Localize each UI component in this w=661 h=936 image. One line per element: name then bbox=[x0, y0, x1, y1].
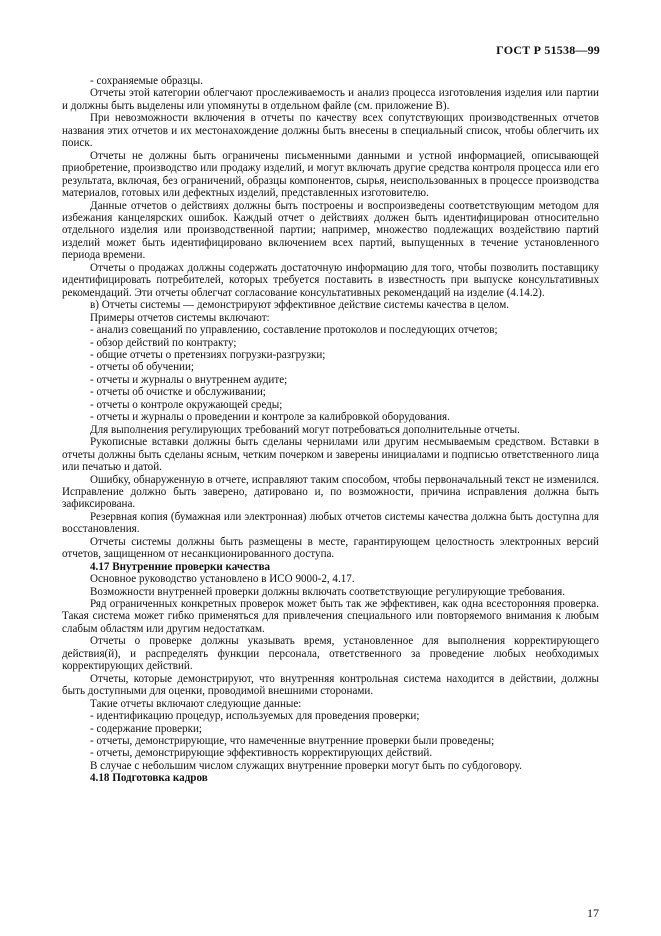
document-code-header: ГОСТ Р 51538—99 bbox=[496, 43, 600, 57]
paragraph: Отчеты о проверке должны указывать время, установленное для выполнения корректирующего действия(й), и распределять функции персонала, ответственного за проведение любых необходимых корректирующих действий. bbox=[62, 635, 599, 673]
paragraph: Возможности внутренней проверки должны включать соответствующие регулирующие требования. bbox=[90, 585, 565, 598]
paragraph: - отчеты, демонстрирующие эффективность корректирующих действий. bbox=[90, 747, 433, 760]
paragraph: - сохраняемые образцы. bbox=[90, 75, 204, 87]
paragraph: Отчеты, которые демонстрируют, что внутренняя контрольная система находится в действии, должны быть доступными для оценки, проводимой внешними сторонами. bbox=[62, 672, 599, 698]
paragraph: Ошибку, обнаруженную в отчете, исправляют таким способом, чтобы первоначальный текст не изменился. Исправление должно быть заверено, датировано и, по возможности, причина исправления должна быть зафиксирована. bbox=[62, 473, 599, 511]
paragraph: Отчеты этой категории облегчают прослеживаемость и анализ процесса изготовления изделия или партии и должны быть выделены или упомянуты в отдельном файле (см. приложение В). bbox=[62, 87, 599, 112]
paragraph: Такие отчеты включают следующие данные: bbox=[90, 697, 302, 710]
paragraph: Отчеты системы должны быть размещены в месте, гарантирующем целостность электронных версий отчетов, защищенном от несанкционированного доступа. bbox=[62, 535, 599, 561]
page-number: 17 bbox=[587, 906, 599, 920]
paragraph: - обзор действий по контракту; bbox=[90, 336, 237, 349]
paragraph: Ряд ограниченных конкретных проверок может быть так же эффективен, как одна всесторонняя проверка. Такая система может гибко применяться для привлечения специального или повторяемого внимания к любым слабым областям или другим недостаткам. bbox=[62, 598, 599, 635]
paragraph: Рукописные вставки должны быть сделаны чернилами или другим несмываемым средством. Вставки в отчеты должны быть сделаны ясным, четким почерком и заверены инициалами и подписью ответственного лица или печатью и датой. bbox=[62, 436, 599, 474]
paragraph: - отчеты о контроле окружающей среды; bbox=[90, 398, 283, 411]
section-heading: 4.18 Подготовка кадров bbox=[90, 772, 208, 785]
paragraph: - отчеты об обучении; bbox=[90, 361, 194, 374]
paragraph: Основное руководство установлено в ИСО 9000-2, 4.17. bbox=[90, 573, 355, 586]
section-heading: 4.17 Внутренние проверки качества bbox=[90, 560, 271, 573]
paragraph: При невозможности включения в отчеты по качеству всех сопутствующих производственных отчетов названия этих отчетов и их местонахождение должны быть внесены в специальный список, чтобы облегчить их поиск. bbox=[62, 112, 599, 150]
paragraph: - идентификацию процедур, используемых для проведения проверки; bbox=[90, 710, 420, 723]
paragraph: Отчеты о продажах должны содержать достаточную информацию для того, чтобы позволить поставщику идентифицировать потребителей, которых требуется поставить в известность при выпуске консультативных рекомендаций. Эти отчеты облегчат согласование консультативных рекомендаций на изделие (4.14.2). bbox=[62, 261, 599, 299]
paragraph: - отчеты, демонстрирующие, что намеченные внутренние проверки были проведены; bbox=[90, 735, 495, 748]
paragraph: Отчеты не должны быть ограничены письменными данными и устной информацией, описывающей приобретение, производство или продажу изделий, и могут включать другие средства контроля процесса или его результата, включая, без ограничений, образцы компонентов, сырья, неиспользованных в процессе производства материалов, готовых или дефектных изделий, представленных изготовителю. bbox=[62, 149, 599, 200]
paragraph: - содержание проверки; bbox=[90, 722, 202, 735]
paragraph: Резервная копия (бумажная или электронная) любых отчетов системы качества должна быть доступна для восстановления. bbox=[62, 510, 599, 536]
paragraph: - отчеты и журналы о внутреннем аудите; bbox=[90, 373, 288, 386]
paragraph: В случае с небольшим числом служащих внутренние проверки могут быть по субдоговору. bbox=[90, 759, 522, 772]
paragraph: - отчеты и журналы о проведении и контроле за калибровкой оборудования. bbox=[90, 411, 450, 424]
paragraph: - общие отчеты о претензиях погрузки-разгрузки; bbox=[90, 348, 326, 361]
paragraph: в) Отчеты системы — демонстрируют эффективное действие системы качества в целом. bbox=[90, 299, 510, 312]
paragraph: Примеры отчетов системы включают: bbox=[90, 311, 270, 324]
paragraph: - отчеты об очистке и обслуживании; bbox=[90, 386, 266, 399]
paragraph: Для выполнения регулирующих требований могут потребоваться дополнительные отчеты. bbox=[90, 423, 520, 436]
paragraph: - анализ совещаний по управлению, составление протоколов и последующих отчетов; bbox=[90, 324, 498, 337]
document-body bbox=[62, 75, 599, 785]
paragraph: Данные отчетов о действиях должны быть построены и воспроизведены соответствующим методом для избежания канцелярских ошибок. Каждый отчет о действиях должен быть идентифицирован относительно отдельного изделия или производственной партии; например, множество подлежащих воздействию партий изделий может быть идентифицировано включением всех партий, выпущенных в течение установленного периода времени. bbox=[62, 199, 599, 262]
